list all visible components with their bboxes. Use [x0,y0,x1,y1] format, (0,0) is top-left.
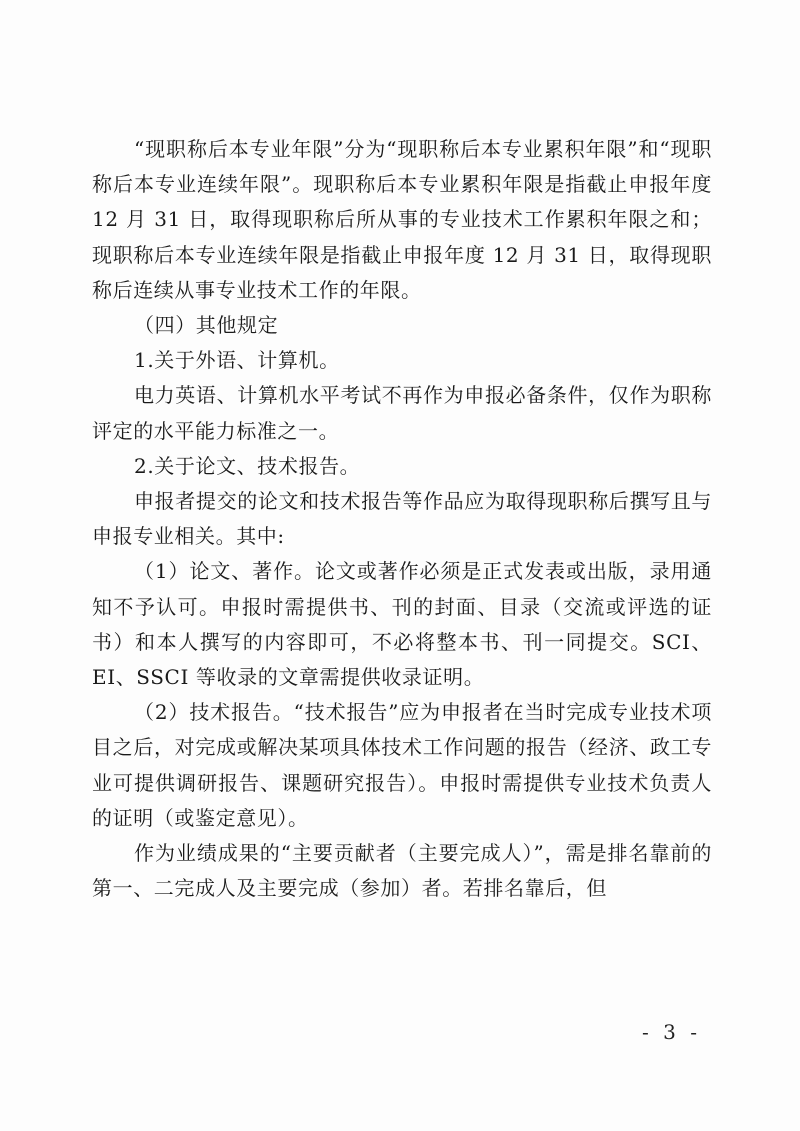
paragraph-main-contributor: 作为业绩成果的“主要贡献者（主要完成人）”，需是排名靠前的第一、二完成人及主要完成（参加）者。若排名靠后，但 [92,841,712,901]
item-heading-papers-reports: 2.关于论文、技术报告。 [134,453,361,478]
paragraph-years-definition: “现职称后本专业年限”分为“现职称后本专业累积年限”和“现职称后本专业连续年限”。现职称后本专业累积年限是指截止申报年度 12 月 31 日，取得现职称后所从事的专业技术工作累积年限之和；现职称后本专业连续年限是指截止申报年度 12 月 31 日，取得现职称后连续从事专业技术工作的年限。 [92,137,712,302]
section-heading-other-rules: （四）其他规定 [134,313,279,338]
paragraph-papers-works: （1）论文、著作。论文或著作必须是正式发表或出版，录用通知不予认可。申报时需提供书、刊的封面、目录（交流或评选的证书）和本人撰写的内容即可，不必将整本书、刊一同提交。SCI、EI、SSCI 等收录的文章需提供收录证明。 [92,559,712,690]
paragraph-language-computer: 电力英语、计算机水平考试不再作为申报必备条件，仅作为职称评定的水平能力标准之一。 [92,383,712,443]
item-heading-language-computer: 1.关于外语、计算机。 [134,348,340,373]
paragraph-papers-reports: 申报者提交的论文和技术报告等作品应为取得现职称后撰写且与申报专业相关。其中: [92,489,712,549]
page-number: - 3 - [642,1020,701,1044]
document-body [92,132,712,906]
paragraph-technical-reports: （2）技术报告。“技术报告”应为申报者在当时完成专业技术项目之后，对完成或解决某项具体技术工作问题的报告（经济、政工专业可提供调研报告、课题研究报告）。申报时需提供专业技术负责人的证明（或鉴定意见）。 [92,700,712,830]
